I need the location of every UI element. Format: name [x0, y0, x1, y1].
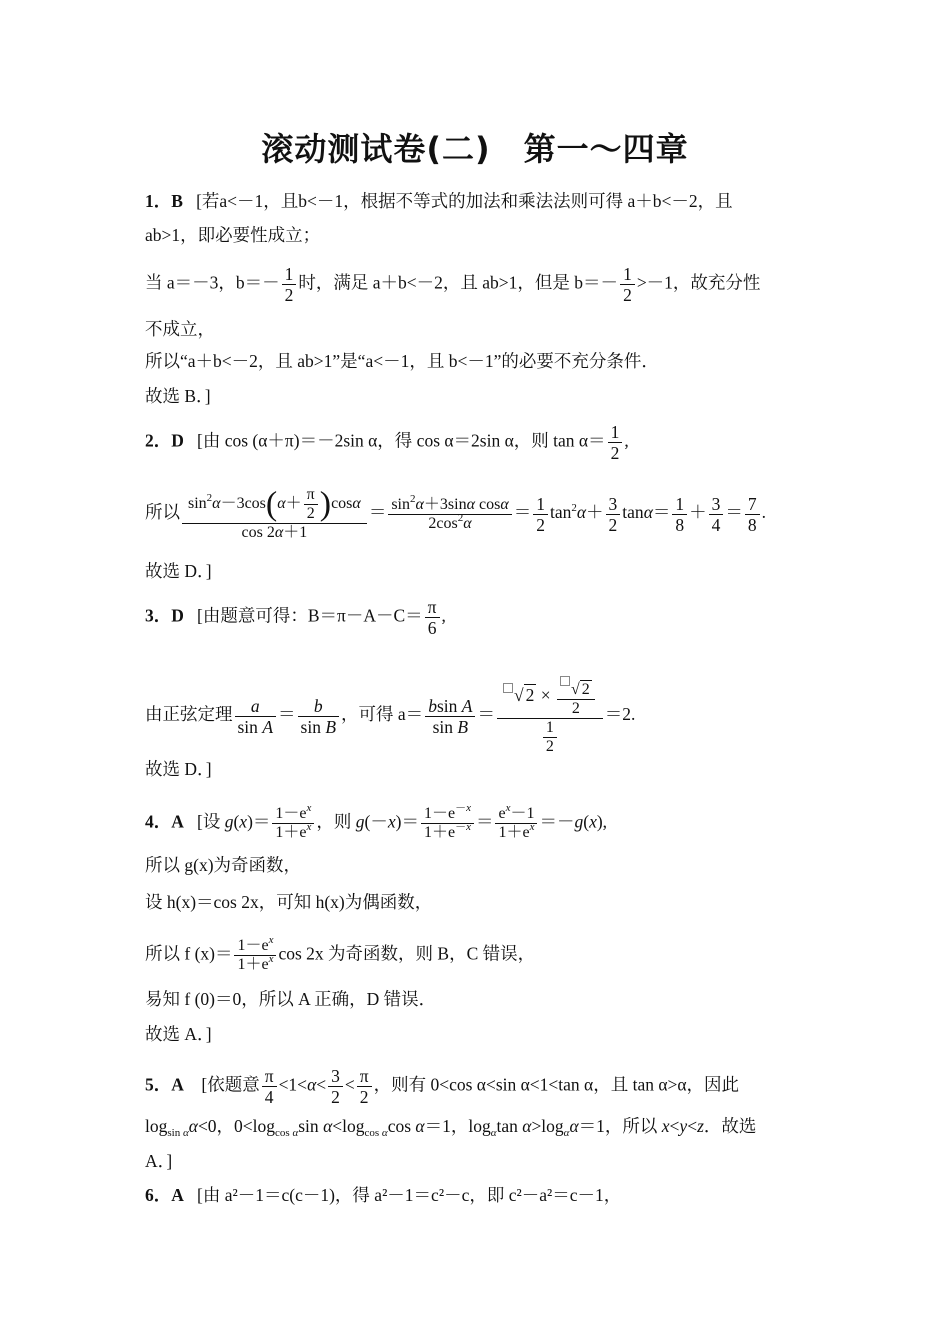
q4-tail: cos 2x 为奇函数，则 B，C 错误，	[278, 943, 536, 964]
fraction-three-halves: $\frac{3}{2}$	[328, 1066, 343, 1107]
q2-line-1	[145, 422, 629, 463]
fraction-seven-eighths: $\frac{7}{8}$	[745, 494, 760, 535]
q3-number: 3．D	[145, 605, 184, 626]
fraction-half: $\frac{1}{2}$	[533, 494, 548, 535]
q3-text: [由题意可得：B＝π－A－C＝	[197, 605, 423, 626]
q4-fraction-1: $\frac{1-e^x}{1+e^x}$	[272, 805, 314, 842]
fraction-half: $\frac{1}{2}$	[608, 422, 623, 463]
q1-l3-b: 时，满足 a＋b<－2，且 ab>1，但是 b＝－	[298, 272, 619, 293]
fraction-pi-quarter: $\frac{\pi}{4}$	[262, 1066, 277, 1107]
q4-lead: 所以 f (x)＝	[145, 943, 233, 964]
q3-mid: ，可得 a＝	[341, 704, 424, 725]
fraction-bsinA-sinB: $\frac{\text{bsin A}}{\text{sin B}}$	[425, 696, 475, 737]
page-title: 滚动测试卷(二) 第一～四章	[261, 130, 689, 168]
q5-tail: ，则有 0<cos α<sin α<1<tan α，且 tan α>α，因此	[373, 1074, 740, 1095]
q2-number: 2．D	[145, 430, 184, 451]
fraction-a-sinA: $\frac{a}{\text{sin A}}$	[235, 696, 277, 737]
q2-fraction-2: $\frac{\sin^2\alpha+3\sin\alpha \cos\alpha}{2\cos^2\alpha}$	[388, 496, 511, 533]
q6-line-1	[145, 1183, 621, 1207]
q2-lead: 所以	[145, 502, 180, 523]
q5-line-1: 5．A [依题意 $\frac{\pi}{4}$ <1<α< $\frac{3}{2}$ < $\frac{\pi}{2}$ ，则有 0<cos α<sin α<1<tan α，且 tan α>α，因此	[145, 1066, 740, 1107]
q5-number: 5．A	[145, 1074, 184, 1095]
q1-line-4: 不成立，	[145, 319, 215, 339]
q2-line-2: 所以 $\sin^2\alpha-3\cos(\alpha+$ $\frac{\pi}{2}$ )cosα cos 2α＋1 ＝ $\frac{\sin^2\alpha+3\sin\alpha \cos\alpha}{2\cos^2\alpha}$ ＝ $\frac{1}{2}$ $\tan^2\alpha+$ $\frac{3}{2}$ tanα＝ $\frac{1}{8}$ ＋ $\frac{3}{4}$ ＝ $\frac{7}{8}$ .	[145, 485, 766, 541]
fraction-half: $\frac{1}{2}$	[282, 264, 297, 305]
q3-comma: ,	[441, 605, 446, 626]
q4-line-4	[145, 934, 536, 974]
q4-line-6: 故选 A．]	[145, 1024, 212, 1044]
q2-text: [由 cos (α＋π)＝－2sin α，得 cos α＝2sin α，则 tan α＝	[197, 430, 606, 451]
fraction-one-eighth: $\frac{1}{8}$	[672, 494, 687, 535]
fraction-b-sinB: $\frac{b}{\text{sin B}}$	[298, 696, 340, 737]
q4-fraction-f: $\frac{1-e^x}{1+e^x}$	[234, 937, 276, 974]
fraction-pi-half: $\frac{\pi}{2}$	[357, 1066, 372, 1107]
q6-text: [由 a²－1＝c(c－1)，得 a²－1＝c²－c，即 c²－a²＝c－1，	[197, 1185, 622, 1205]
q1-line-3	[145, 264, 760, 305]
q2-main-fraction: $\sin^2\alpha-3\cos(\alpha+$ $\frac{\pi}{2}$ )cosα cos 2α＋1	[182, 486, 367, 542]
q3-line-1	[145, 597, 446, 638]
fraction-pi-sixth: $\frac{\pi}{6}$	[425, 597, 440, 638]
q5-line-3: A．]	[145, 1151, 173, 1171]
q4-line-3: 设 h(x)＝cos 2x，可知 h(x)为偶函数，	[145, 892, 433, 912]
q1-l3-c: >－1，故充分性	[636, 272, 761, 293]
q1-line-1	[145, 189, 733, 213]
q4-line-5: 易知 f (0)＝0，所以 A 正确，D 错误．	[145, 989, 437, 1009]
q5-line-2: $\log_{sin \alpha}\alpha<0$，$0<\log_{cos \alpha}\sin$ $\alpha<\log_{cos \alpha}\cos$ α＝1，$\log_\alpha\tan$ $\alpha>\log_\alpha\alpha=1$，所以 x<y<z．故选	[145, 1116, 757, 1139]
fraction-three-quarters: $\frac{3}{4}$	[709, 494, 724, 535]
q4-fraction-3: $\frac{e^x-1}{1+e^x}$	[495, 805, 537, 842]
fraction-half: $\frac{1}{2}$	[620, 264, 635, 305]
q4-fraction-2: $\frac{1-e^{-x}}{1+e^{-x}}$	[421, 805, 474, 842]
q4-line-1: 4．A [设 g(x)＝ $\frac{1-e^x}{1+e^x}$ ，则 g(－x)＝ $\frac{1-e^{-x}}{1+e^{-x}}$ ＝ $\frac{e^x-1}{1+e^x}$ ＝－g(x),	[145, 802, 608, 841]
q6-number: 6．A	[145, 1185, 184, 1205]
q1-number: 1．B	[145, 191, 183, 211]
q1-text: [若a<－1，且b<－1，根据不等式的加法和乘法法则可得 a＋b<－2，且	[196, 191, 733, 211]
q1-line-2: ab>1，即必要性成立；	[145, 225, 321, 245]
q2-comma: ,	[624, 430, 629, 451]
q3-line-2: 由正弦定理 $\frac{a}{\text{sin A}}$ ＝ $\frac{b}{\text{sin B}}$ ，可得 a＝ $\frac{\text{bsin A}}{\text{sin B}}$ ＝ √ 2 × $\frac{√ 2}{2}$ $\frac{1}{2}$ ＝2.	[145, 676, 635, 756]
q1-l3-a: 当 a＝－3，b＝－	[145, 272, 280, 293]
q2-line-3: 故选 D．]	[145, 561, 212, 581]
fraction-three-halves: $\frac{3}{2}$	[606, 494, 621, 535]
q1-line-5: 所以“a＋b<－2，且 ab>1”是“a<－1，且 b<－1”的必要不充分条件．	[145, 351, 659, 371]
q3-line-3: 故选 D．]	[145, 759, 212, 779]
q3-end: ＝2.	[604, 704, 636, 725]
q1-line-6: 故选 B．]	[145, 386, 211, 406]
q3-lead: 由正弦定理	[145, 704, 233, 725]
q4-line-2: 所以 g(x)为奇函数，	[145, 855, 302, 875]
q3-radical-fraction: √ 2 × $\frac{√ 2}{2}$ $\frac{1}{2}$	[497, 676, 603, 756]
q4-number: 4．A	[145, 811, 184, 832]
